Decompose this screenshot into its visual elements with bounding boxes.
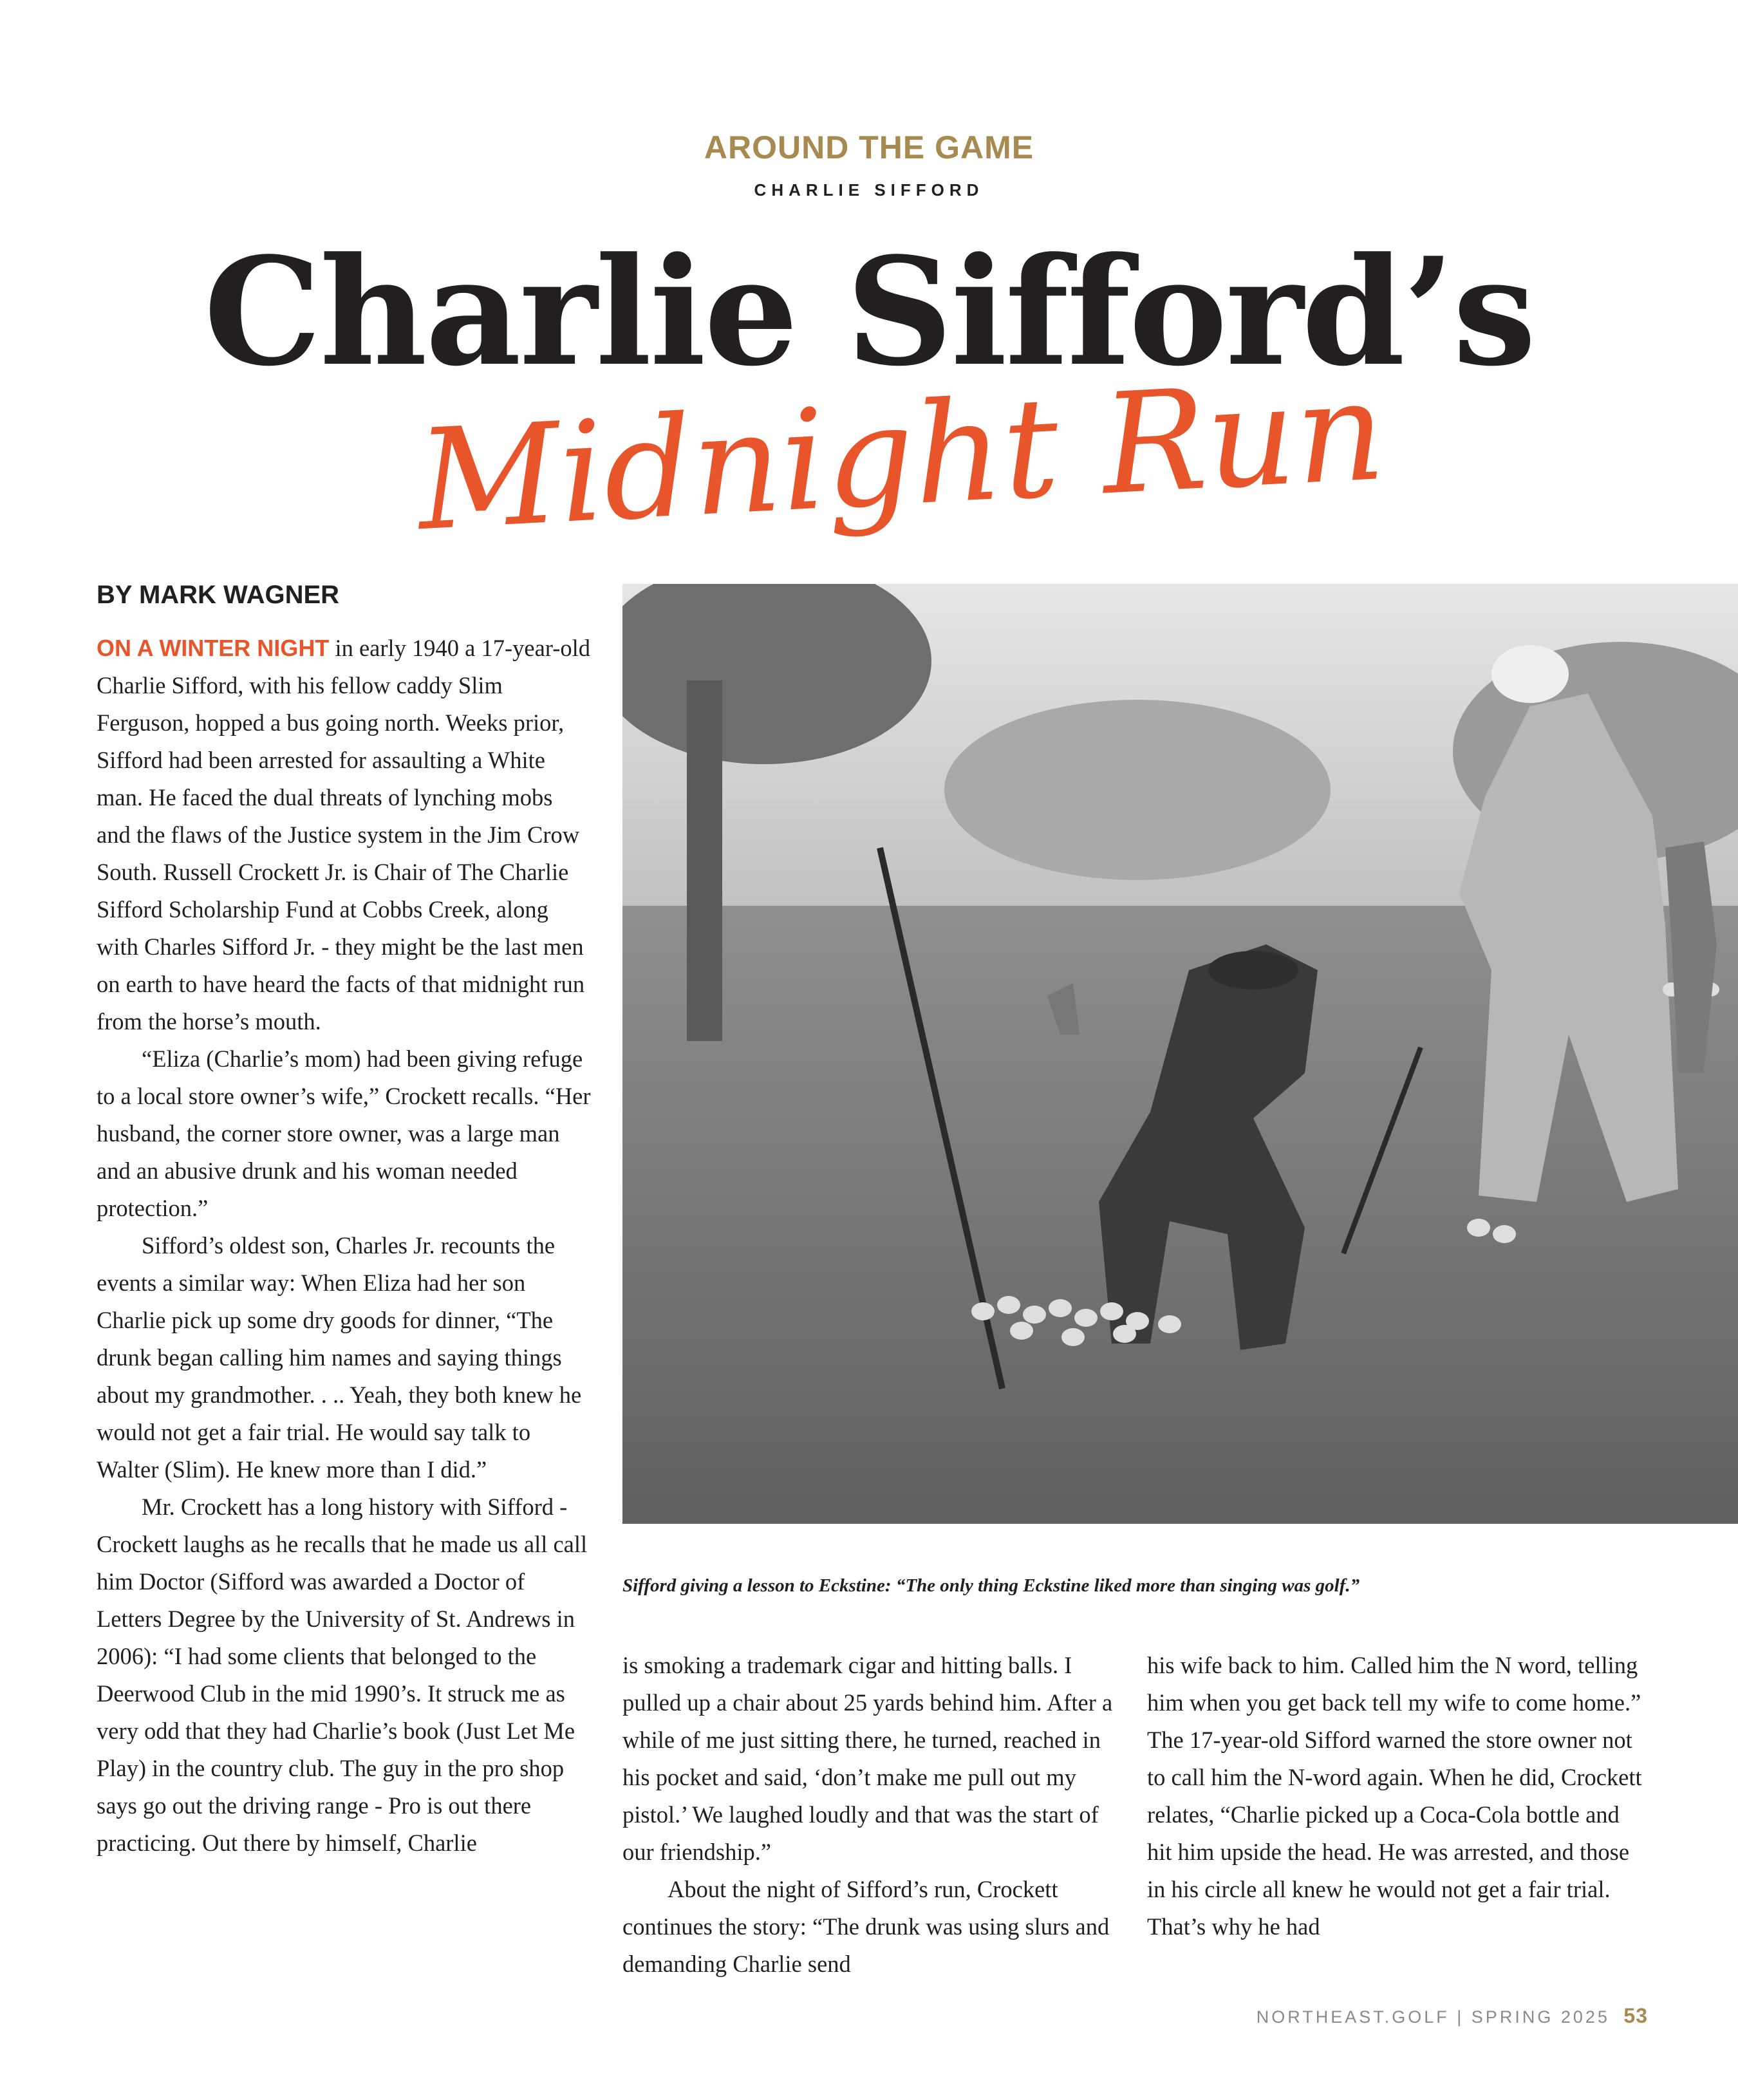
article-paragraph: his wife back to him. Called him the N word, telling him when you get back tell my wife to come home.” The 17-year-old Sifford warned the store owner not to call him the N-word again. When he did, Crockett relates, “Charlie picked up a Coca-Cola bottle and hit him upside the head. He was arrested, and those in his circle all knew he would not get a fair trial. That’s why he had: [1147, 1652, 1642, 1940]
article-column-3: [1147, 1647, 1643, 1945]
article-paragraph: “Eliza (Charlie’s mom) had been giving refuge to a local store owner’s wife,” Crockett recalls. “Her husband, the corner store owner, was a large man and an abusive drunk and his woman needed protection.”: [97, 1045, 591, 1221]
lead-in: ON A WINTER NIGHT: [97, 635, 330, 661]
publication-name: NORTHEAST.GOLF: [1256, 2007, 1450, 2027]
article-photo: [622, 584, 1738, 1524]
photo-caption: Sifford giving a lesson to Eckstine: “The only thing Eckstine liked more than singing was golf.”: [622, 1575, 1360, 1596]
section-kicker: AROUND THE GAME: [704, 129, 1034, 165]
article-paragraph: is smoking a trademark cigar and hitting balls. I pulled up a chair about 25 yards behind him. After a while of me just sitting there, he turned, reached in his pocket and said, ‘don’t make me pull out my pistol.’ We laughed loudly and that was the start of our friendship.”: [622, 1652, 1113, 1865]
issue-label: SPRING 2025: [1471, 2007, 1610, 2027]
page-footer: [1257, 2004, 1648, 2028]
headline-script: Midnight Run: [413, 349, 1389, 562]
article-paragraph: Mr. Crockett has a long history with Sifford - Crockett laughs as he recalls that he made us all call him Doctor (Sifford was awarded a Doctor of Letters Degree by the University of St. Andrews in 2006): “I had some clients that belonged to the Deerwood Club in the mid 1990’s. It struck me as very odd that they had Charlie’s book (Just Let Me Play) in the country club. The guy in the pro shop says go out the driving range - Pro is out there practicing. Out there by himself, Charlie: [97, 1494, 588, 1856]
headline-main: Charlie Sifford’s: [203, 225, 1535, 399]
byline: BY MARK WAGNER: [97, 581, 340, 609]
paragraph-text: in early 1940 a 17-year-old Charlie Sifford, with his fellow caddy Slim Ferguson, hopped a bus going north. Weeks prior, Sifford had been arrested for assaulting a White man. He faced the dual threats of lynching mobs and the flaws of the Justice system in the Jim Crow South. Russell Crockett Jr. is Chair of The Charlie Sifford Scholarship Fund at Cobbs Creek, along with Charles Sifford Jr. - they might be the last men on earth to have heard the facts of that midnight run from the horse’s mouth.: [97, 635, 591, 1035]
article-column-1: [97, 630, 592, 1862]
section-subkicker: CHARLIE SIFFORD: [754, 180, 984, 200]
footer-separator: |: [1457, 2007, 1464, 2027]
article-paragraph: About the night of Sifford’s run, Crockett continues the story: “The drunk was using slurs and demanding Charlie send: [622, 1876, 1110, 1977]
article-paragraph: [97, 630, 592, 1040]
article-paragraph: Sifford’s oldest son, Charles Jr. recounts the events a similar way: When Eliza had her son Charlie pick up some dry goods for dinner, “The drunk began calling him names and saying things about my grandmother. . .. Yeah, they both knew he would not get a fair trial. He would say talk to Walter (Slim). He knew more than I did.”: [97, 1232, 582, 1483]
page-number: 53: [1623, 2004, 1648, 2027]
article-column-2: [622, 1647, 1118, 1983]
